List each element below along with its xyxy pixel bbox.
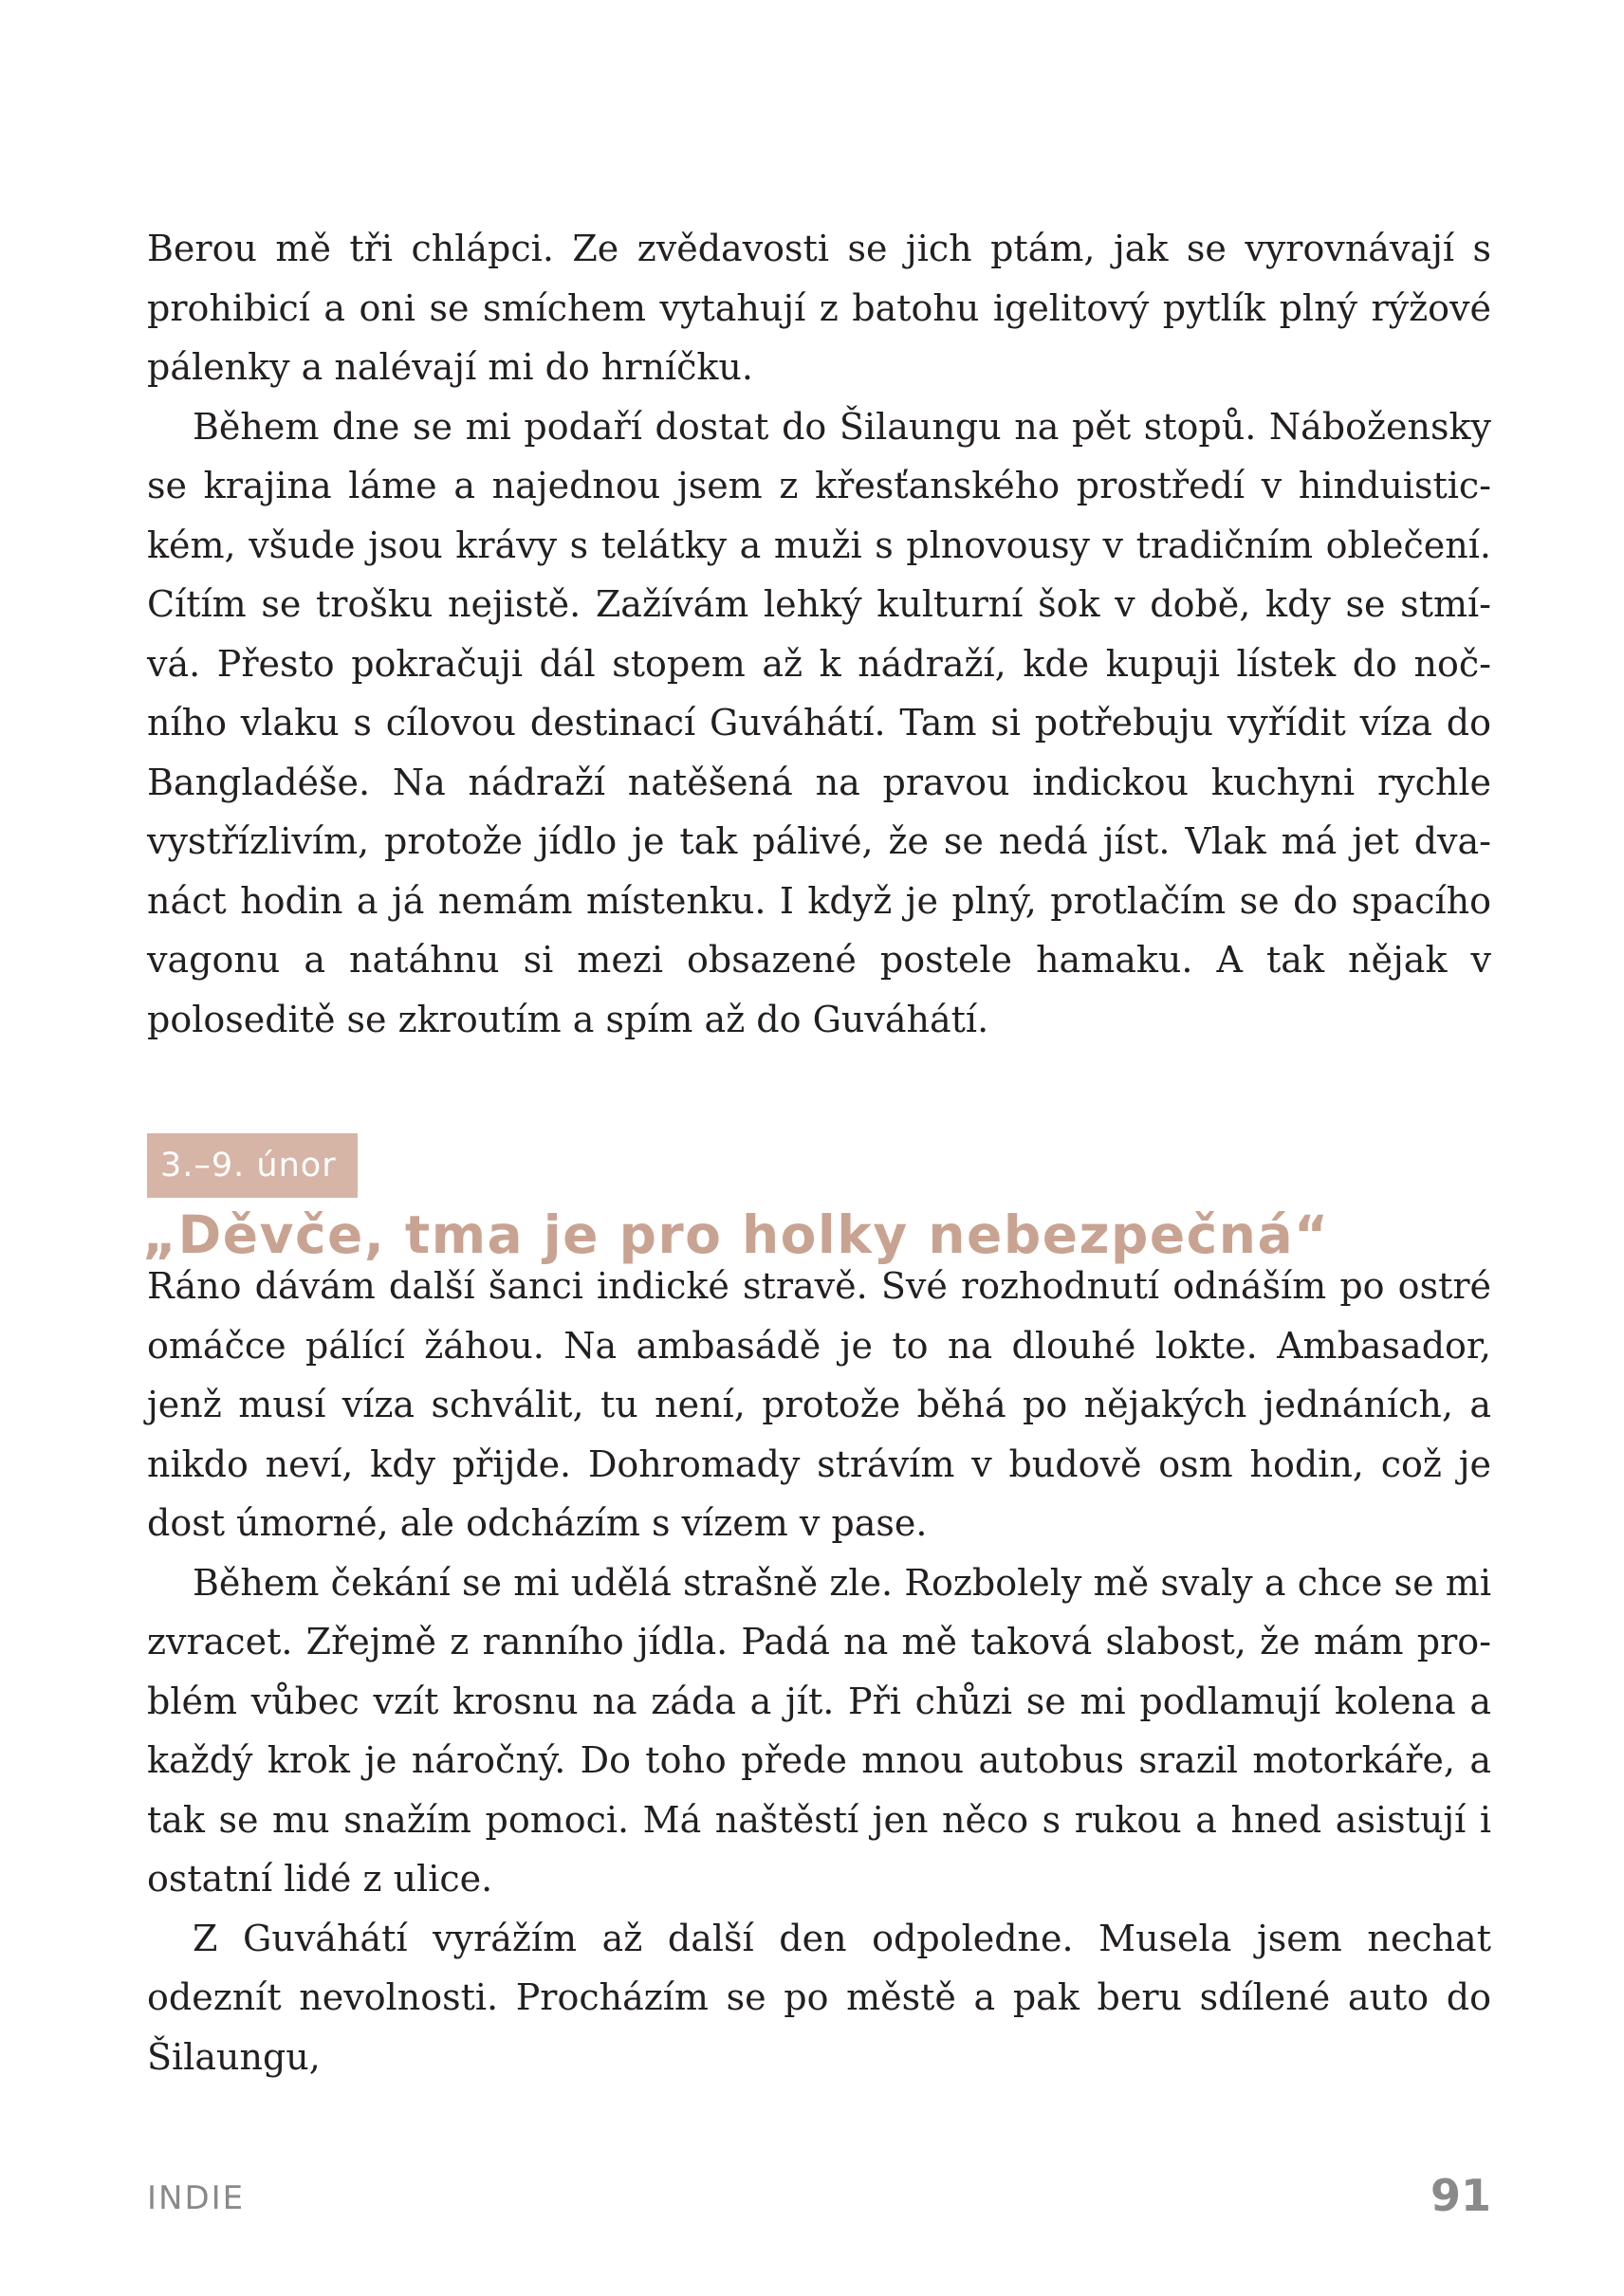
paragraph: Ráno dávám další šanci indické stravě. Své rozhodnutí odnáším po ostré omáčce pálící žáhou. Na ambasádě je to na dlouhé lokte. Ambasador, jenž musí víza schválit, tu není, protože běhá po nějakých jednáních, a nikdo neví, kdy přijde. Dohromady strávím v budově osm hodin, což je dost úmorné, ale odcházím s vízem v pase. — [147, 1265, 1491, 1544]
body-text-top — [147, 219, 1491, 1049]
body-text-bottom — [147, 1257, 1491, 2086]
footer-chapter-label: INDIE — [147, 2179, 246, 2217]
paragraph: Během dne se mi podaří dostat do Šilaungu na pět stopů. Nábožensky se krajina láme a najednou jsem z křesťanského prostředí v hinduistickém, všude jsou krávy s telátky a muži s plnovousy v tradičním oblečení. Cítím se trošku nejistě. Zažívám lehký kulturní šok v době, kdy se stmívá. Přesto pokračuji dál stopem až k nádraží, kde kupuji lístek do nočního vlaku s cílovou destinací Guváhátí. Tam si potřebuju vyřídit víza do Bangladéše. Na nádraží natěšená na pravou indickou kuchyni rychle vystřízlivím, protože jídlo je tak pálivé, že se nedá jíst. Vlak má jet dvanáct hodin a já nemám místenku. I když je plný, protlačím se do spacího vagonu a natáhnu si mezi obsazené postele hamaku. A tak nějak v poloseditě se zkroutím a spím až do Guváhátí. — [147, 405, 1491, 1040]
paragraph: Z Guváhátí vyrážím až další den odpoledne. Musela jsem nechat odeznít nevolnosti. Procházím se po městě a pak beru sdílené auto do Šilaungu, — [147, 1917, 1491, 2078]
date-badge: 3.–9. únor — [147, 1133, 358, 1198]
paragraph: Během čekání se mi udělá strašně zle. Rozbolely mě svaly a chce se mi zvracet. Zřejmě z ranního jídla. Padá na mě taková slabost, že mám problém vůbec vzít krosnu na záda a jít. Při chůzi se mi podlamují kolena a každý krok je náročný. Do toho přede mnou autobus srazil motorkáře, a tak se mu snažím pomoci. Má naštěstí jen něco s rukou a hned asistují i ostatní lidé z ulice. — [147, 1561, 1491, 1900]
paragraph: Berou mě tři chlápci. Ze zvědavosti se jich ptám, jak se vyrovnávají s prohibicí a oni se smíchem vytahují z batohu igelitový pytlík plný rýžové pálenky a nalévají mi do hrníčku. — [147, 228, 1491, 388]
section-title: „Děvče, tma je pro holky nebezpečná“ — [142, 1204, 1330, 1265]
page-number: 91 — [1430, 2170, 1491, 2221]
